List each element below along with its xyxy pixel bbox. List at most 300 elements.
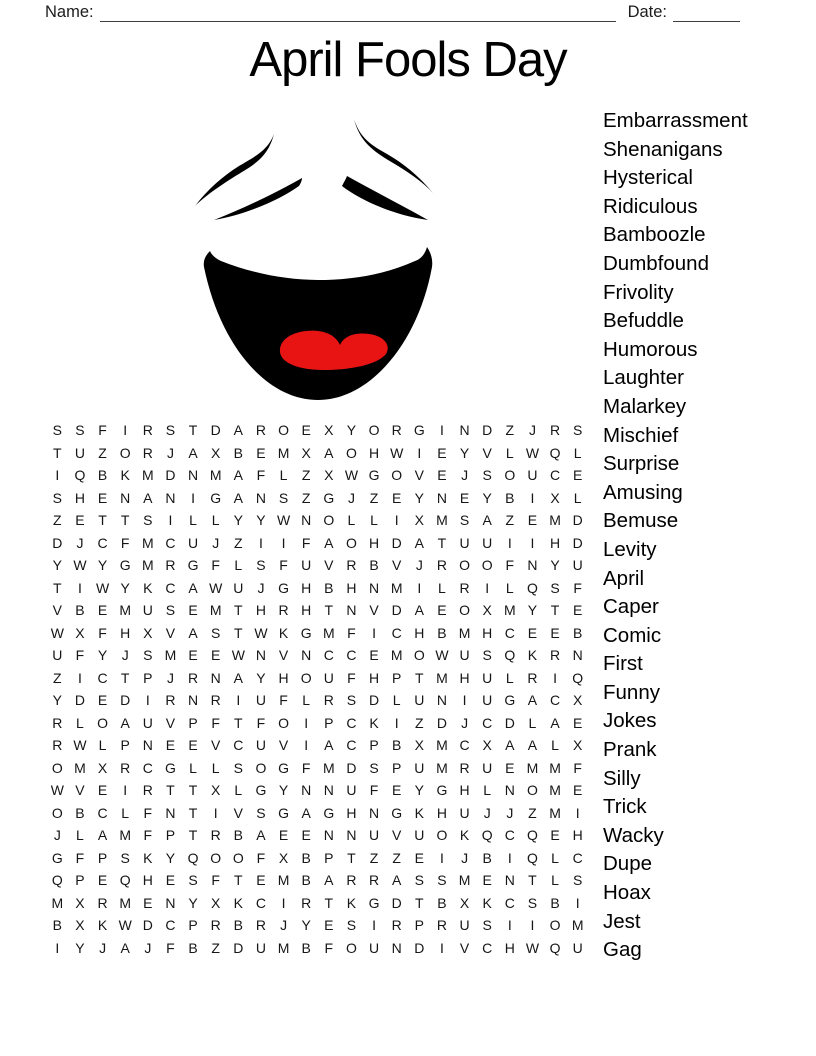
grid-letter: D <box>436 714 447 731</box>
grid-letter: T <box>234 624 243 641</box>
grid-letter: H <box>369 444 380 461</box>
grid-letter: J <box>347 489 355 506</box>
grid-letter: U <box>459 647 470 664</box>
grid-letter: P <box>97 849 108 866</box>
grid-letter: R <box>210 692 221 709</box>
grid-letter: J <box>280 917 288 934</box>
grid-letter: M <box>526 759 539 776</box>
grid-letter: Y <box>550 557 560 574</box>
grid-letter: P <box>75 872 85 889</box>
grid-letter: A <box>97 827 108 844</box>
grid-letter: V <box>414 467 424 484</box>
grid-letter: L <box>234 557 243 574</box>
grid-letter: Y <box>256 512 266 529</box>
word-list-item: Ridiculous <box>603 194 698 218</box>
grid-letter: O <box>323 512 335 529</box>
grid-letter: R <box>346 872 357 889</box>
grid-letter: A <box>188 444 198 461</box>
grid-letter: Z <box>211 939 220 956</box>
word-list-item: Befuddle <box>603 309 684 333</box>
grid-letter: R <box>97 894 108 911</box>
mouth-icon <box>204 247 433 400</box>
right-eyebrow-icon <box>354 119 433 193</box>
grid-letter: E <box>392 489 402 506</box>
grid-letter: N <box>436 489 447 506</box>
grid-letter: O <box>526 782 538 799</box>
grid-letter: X <box>75 917 85 934</box>
grid-letter: E <box>437 444 447 461</box>
grid-letter: F <box>301 534 311 551</box>
grid-letter: Y <box>256 669 266 686</box>
grid-letter: Q <box>572 669 584 686</box>
grid-letter: F <box>324 939 334 956</box>
grid-letter: E <box>165 872 176 889</box>
grid-letter: Y <box>97 647 108 664</box>
grid-letter: Z <box>234 534 243 551</box>
grid-letter: G <box>368 894 380 911</box>
grid-letter: B <box>188 939 198 956</box>
grid-letter: I <box>372 917 376 934</box>
grid-letter: R <box>210 917 221 934</box>
grid-letter: R <box>188 669 199 686</box>
grid-letter: V <box>52 602 62 619</box>
grid-letter: M <box>436 759 448 776</box>
grid-letter: A <box>505 737 515 754</box>
grid-letter: K <box>97 917 108 934</box>
grid-letter: L <box>76 714 84 731</box>
grid-letter: H <box>278 669 289 686</box>
grid-letter: O <box>345 534 357 551</box>
grid-letter: T <box>528 872 537 889</box>
grid-letter: I <box>281 894 286 911</box>
grid-letter: A <box>482 512 492 529</box>
grid-letter: R <box>301 894 312 911</box>
grid-letter: V <box>75 782 85 799</box>
grid-letter: I <box>77 579 82 596</box>
grid-letter: F <box>75 849 85 866</box>
grid-letter: M <box>119 894 132 911</box>
grid-letter: C <box>391 624 402 641</box>
grid-letter: V <box>392 557 402 574</box>
grid-letter: E <box>550 624 560 641</box>
grid-letter: H <box>369 534 380 551</box>
grid-letter: U <box>233 579 244 596</box>
grid-letter: W <box>73 557 87 574</box>
grid-letter: L <box>573 489 582 506</box>
grid-letter: U <box>482 692 493 709</box>
grid-letter: C <box>572 849 583 866</box>
grid-letter: S <box>52 489 62 506</box>
grid-letter: L <box>505 444 514 461</box>
grid-letter: A <box>324 444 334 461</box>
grid-letter: V <box>165 714 176 731</box>
grid-letter: T <box>234 872 243 889</box>
grid-letter: M <box>277 444 290 461</box>
grid-letter: S <box>75 422 85 439</box>
grid-letter: X <box>414 512 424 529</box>
grid-letter: E <box>437 467 447 484</box>
grid-letter: H <box>74 489 85 506</box>
word-list-item: April <box>603 566 645 590</box>
grid-letter: A <box>414 602 424 619</box>
date-input-line[interactable] <box>673 4 740 22</box>
grid-letter: Y <box>482 489 492 506</box>
grid-letter: I <box>439 939 444 956</box>
grid-letter: U <box>414 827 425 844</box>
grid-letter: F <box>573 759 582 776</box>
grid-letter: S <box>188 872 198 889</box>
grid-letter: D <box>233 939 244 956</box>
grid-letter: T <box>234 602 243 619</box>
grid-letter: R <box>550 647 561 664</box>
grid-letter: L <box>505 669 514 686</box>
grid-letter: L <box>483 782 492 799</box>
grid-letter: R <box>459 579 470 596</box>
grid-letter: U <box>369 939 380 956</box>
grid-letter: N <box>120 489 131 506</box>
grid-letter: E <box>459 489 470 506</box>
grid-letter: O <box>345 444 357 461</box>
grid-letter: B <box>233 444 243 461</box>
grid-letter: Z <box>392 849 401 866</box>
grid-letter: F <box>279 692 288 709</box>
grid-letter: G <box>323 489 335 506</box>
grid-letter: Z <box>98 444 107 461</box>
word-list-item: First <box>603 652 643 676</box>
grid-letter: I <box>553 669 557 686</box>
grid-letter: G <box>255 782 267 799</box>
grid-letter: E <box>278 827 289 844</box>
grid-letter: U <box>142 602 153 619</box>
grid-letter: E <box>75 512 85 529</box>
grid-letter: C <box>504 827 515 844</box>
grid-letter: S <box>573 422 583 439</box>
grid-letter: Z <box>505 422 515 439</box>
grid-letter: R <box>255 422 266 439</box>
grid-letter: K <box>346 894 357 911</box>
grid-letter: O <box>97 714 108 731</box>
grid-letter: X <box>573 737 583 754</box>
grid-letter: O <box>255 759 267 776</box>
grid-letter: N <box>346 827 357 844</box>
grid-letter: X <box>324 467 334 484</box>
grid-letter: P <box>188 917 198 934</box>
grid-letter: D <box>482 422 493 439</box>
grid-letter: B <box>437 894 447 911</box>
grid-letter: B <box>573 624 583 641</box>
grid-letter: G <box>51 849 63 866</box>
grid-letter: U <box>301 557 312 574</box>
grid-letter: X <box>414 737 424 754</box>
grid-letter: P <box>120 737 130 754</box>
grid-letter: N <box>210 669 221 686</box>
grid-letter: F <box>347 669 356 686</box>
grid-letter: S <box>143 512 153 529</box>
word-list-item: Hoax <box>603 881 651 905</box>
grid-letter: I <box>507 849 512 866</box>
grid-letter: W <box>525 939 540 956</box>
grid-letter: O <box>481 557 493 574</box>
grid-letter: M <box>503 602 516 619</box>
grid-letter: T <box>324 894 334 911</box>
grid-letter: L <box>347 512 356 529</box>
grid-letter: O <box>459 602 470 619</box>
grid-letter: C <box>165 534 176 551</box>
grid-letter: I <box>530 917 535 934</box>
grid-letter: M <box>209 602 222 619</box>
grid-letter: G <box>119 557 131 574</box>
grid-letter: K <box>143 579 153 596</box>
grid-letter: C <box>323 647 334 664</box>
grid-letter: H <box>346 804 357 821</box>
grid-letter: H <box>459 782 470 799</box>
grid-letter: A <box>120 714 130 731</box>
grid-letter: M <box>571 917 584 934</box>
grid-letter: L <box>189 512 197 529</box>
grid-letter: C <box>97 804 108 821</box>
grid-letter: F <box>211 872 220 889</box>
grid-letter: S <box>482 467 492 484</box>
grid-letter: M <box>549 804 561 821</box>
grid-letter: T <box>234 714 243 731</box>
grid-letter: N <box>165 489 176 506</box>
grid-letter: M <box>549 759 561 776</box>
grid-letter: V <box>165 624 176 641</box>
grid-letter: Z <box>369 489 379 506</box>
grid-letter: A <box>188 579 198 596</box>
grid-letter: N <box>323 827 334 844</box>
grid-letter: V <box>324 557 334 574</box>
grid-letter: O <box>549 917 561 934</box>
grid-letter: X <box>75 624 85 641</box>
grid-letter: M <box>549 782 561 799</box>
grid-letter: E <box>527 624 538 641</box>
grid-letter: F <box>166 939 175 956</box>
grid-letter: J <box>483 804 491 821</box>
grid-letter: I <box>281 534 286 551</box>
grid-letter: X <box>301 444 311 461</box>
grid-letter: N <box>188 467 199 484</box>
grid-letter: L <box>551 849 559 866</box>
grid-letter: M <box>74 759 86 776</box>
grid-letter: E <box>143 894 153 911</box>
grid-letter: N <box>142 737 153 754</box>
grid-letter: A <box>233 422 243 439</box>
grid-letter: M <box>390 579 403 596</box>
grid-letter: V <box>278 737 289 754</box>
grid-letter: U <box>459 917 470 934</box>
grid-letter: P <box>165 827 176 844</box>
grid-letter: X <box>324 422 334 439</box>
grid-letter: Y <box>188 894 198 911</box>
grid-letter: L <box>234 782 243 799</box>
grid-letter: Z <box>53 512 62 529</box>
grid-letter: V <box>459 939 470 956</box>
grid-letter: B <box>482 849 492 866</box>
grid-letter: E <box>97 782 108 799</box>
grid-letter: G <box>436 782 448 799</box>
grid-letter: I <box>123 422 128 439</box>
grid-letter: L <box>528 714 537 731</box>
grid-letter: F <box>75 647 85 664</box>
grid-letter: H <box>504 939 515 956</box>
grid-letter: M <box>436 737 448 754</box>
grid-letter: M <box>51 894 64 911</box>
grid-letter: Y <box>414 489 424 506</box>
grid-letter: M <box>277 939 290 956</box>
grid-letter: Q <box>526 827 538 844</box>
grid-letter: G <box>210 489 222 506</box>
grid-letter: J <box>506 804 514 821</box>
grid-letter: H <box>142 872 153 889</box>
grid-letter: P <box>414 917 424 934</box>
grid-letter: M <box>141 557 154 574</box>
grid-letter: B <box>392 737 402 754</box>
grid-letter: G <box>413 422 425 439</box>
grid-letter: O <box>504 467 516 484</box>
grid-letter: D <box>391 602 402 619</box>
grid-letter: M <box>164 647 177 664</box>
word-list-item: Laughter <box>603 366 684 390</box>
grid-letter: D <box>572 512 583 529</box>
grid-letter: E <box>527 512 538 529</box>
grid-letter: K <box>369 714 379 731</box>
grid-letter: O <box>232 849 244 866</box>
word-list-item: Levity <box>603 537 657 561</box>
grid-letter: U <box>527 467 538 484</box>
grid-letter: O <box>300 669 312 686</box>
grid-letter: T <box>415 894 424 911</box>
grid-letter: A <box>324 534 334 551</box>
grid-letter: L <box>76 827 84 844</box>
name-input-line[interactable] <box>100 4 616 22</box>
grid-letter: H <box>301 579 312 596</box>
grid-letter: A <box>233 467 243 484</box>
word-list-item: Bamboozle <box>603 223 706 247</box>
grid-letter: C <box>97 669 108 686</box>
grid-letter: T <box>324 602 334 619</box>
grid-letter: B <box>301 872 311 889</box>
grid-letter: I <box>507 534 512 551</box>
grid-letter: L <box>211 759 220 776</box>
grid-letter: S <box>165 602 176 619</box>
grid-letter: U <box>74 444 85 461</box>
grid-letter: T <box>188 782 198 799</box>
grid-letter: G <box>300 624 312 641</box>
grid-letter: Q <box>549 939 561 956</box>
grid-letter: S <box>256 804 266 821</box>
grid-letter: W <box>50 782 64 799</box>
grid-letter: Y <box>301 917 311 934</box>
date-label: Date: <box>627 3 667 21</box>
word-list-item: Dumbfound <box>603 251 709 275</box>
grid-letter: D <box>52 534 63 551</box>
grid-letter: U <box>459 804 470 821</box>
grid-letter: R <box>459 759 470 776</box>
grid-letter: I <box>304 737 309 754</box>
word-list-item: Shenanigans <box>603 137 723 161</box>
grid-letter: A <box>392 872 402 889</box>
grid-letter: S <box>414 872 424 889</box>
grid-letter: H <box>120 624 131 641</box>
grid-letter: X <box>211 444 221 461</box>
grid-letter: D <box>414 939 425 956</box>
grid-letter: G <box>278 759 289 776</box>
grid-letter: X <box>143 624 153 641</box>
grid-letter: P <box>324 714 334 731</box>
grid-letter: C <box>346 714 357 731</box>
word-list <box>603 107 748 965</box>
grid-letter: B <box>233 827 243 844</box>
grid-letter: Z <box>369 849 379 866</box>
grid-letter: A <box>527 692 538 709</box>
grid-letter: V <box>278 647 289 664</box>
word-search-grid <box>46 419 589 959</box>
grid-letter: I <box>507 917 512 934</box>
grid-letter: L <box>211 512 220 529</box>
grid-letter: J <box>257 579 265 596</box>
grid-letter: L <box>189 759 197 776</box>
word-list-item: Embarrassment <box>603 109 748 132</box>
grid-letter: U <box>482 759 493 776</box>
grid-letter: E <box>188 647 198 664</box>
grid-letter: X <box>482 602 492 619</box>
grid-letter: U <box>572 557 583 574</box>
grid-letter: L <box>370 512 378 529</box>
grid-letter: U <box>414 759 425 776</box>
grid-letter: N <box>301 782 312 799</box>
grid-letter: R <box>391 917 402 934</box>
grid-letter: S <box>482 917 492 934</box>
grid-letter: Z <box>53 669 62 686</box>
grid-letter: X <box>550 489 560 506</box>
grid-letter: Y <box>75 939 85 956</box>
grid-letter: O <box>119 444 131 461</box>
grid-letter: R <box>165 557 176 574</box>
grid-letter: T <box>53 444 62 461</box>
grid-letter: A <box>256 827 266 844</box>
grid-letter: H <box>301 602 312 619</box>
grid-letter: Q <box>526 579 538 596</box>
grid-letter: K <box>482 894 492 911</box>
grid-letter: Z <box>301 467 311 484</box>
grid-letter: W <box>95 579 110 596</box>
grid-letter: W <box>390 444 404 461</box>
word-list-item: Amusing <box>603 480 683 504</box>
grid-letter: B <box>233 917 243 934</box>
grid-letter: E <box>437 602 447 619</box>
grid-letter: S <box>459 512 470 529</box>
grid-letter: I <box>417 444 422 461</box>
grid-letter: F <box>143 827 153 844</box>
grid-letter: T <box>166 782 175 799</box>
grid-letter: N <box>301 647 312 664</box>
grid-letter: P <box>392 669 402 686</box>
grid-letter: T <box>188 422 198 439</box>
grid-letter: B <box>437 624 447 641</box>
grid-letter: O <box>345 939 357 956</box>
grid-letter: J <box>144 939 152 956</box>
grid-letter: C <box>142 759 153 776</box>
grid-letter: I <box>394 714 399 731</box>
grid-letter: V <box>369 602 379 619</box>
grid-letter: T <box>437 534 447 551</box>
grid-letter: P <box>143 669 153 686</box>
grid-letter: S <box>256 557 266 574</box>
word-list-item: Jokes <box>603 709 657 733</box>
grid-letter: I <box>304 714 309 731</box>
grid-letter: U <box>369 827 380 844</box>
